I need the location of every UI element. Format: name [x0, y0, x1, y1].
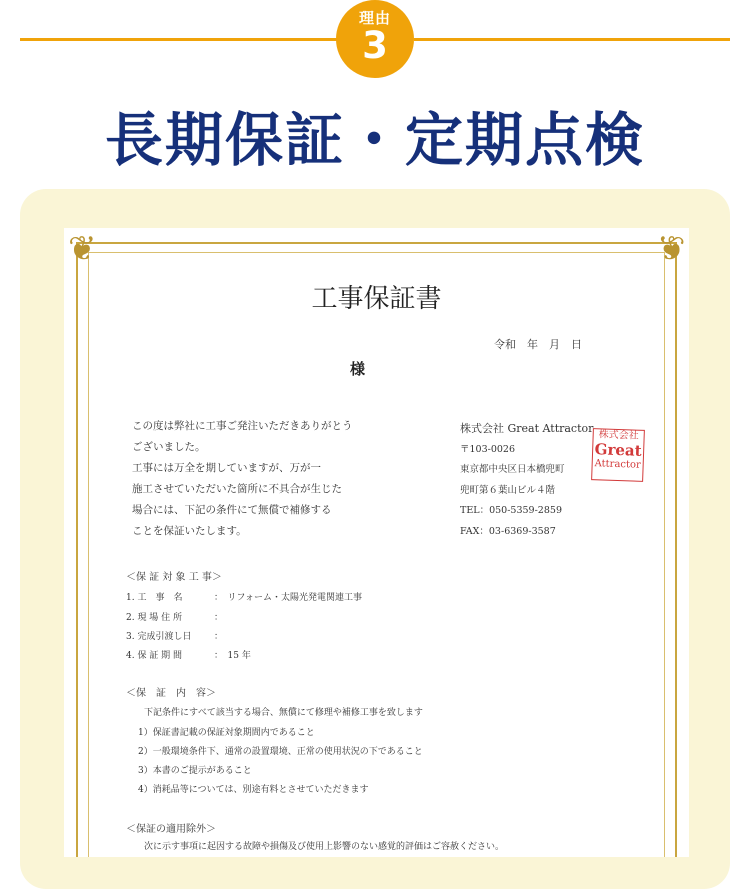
statement-line: 場合には、下記の条件にて無償で補修する — [132, 504, 332, 516]
content-item: 1）保証書記載の保証対象期間内であること — [138, 728, 315, 738]
content-item: 4）消耗品等については、別途有料とさせていただきます — [138, 785, 369, 795]
statement-line: ことを保証いたします。 — [132, 525, 247, 537]
company-fax: FAX：03-6369-3587 — [460, 525, 556, 537]
content-item: 2）一般環境条件下、通常の設置環境、正常の使用状況の下であること — [138, 747, 423, 757]
header-rule-right — [414, 38, 730, 41]
flourish-icon: ❦ — [656, 229, 685, 269]
item-value: ： — [214, 613, 224, 623]
company-info — [460, 419, 593, 542]
exclusion-text: 次に示す事項に起因する故障や損傷及び使用上影響のない感覚的評価はご容赦ください。 — [144, 842, 505, 852]
item-value: ： 15 年 — [214, 651, 251, 661]
company-address: 兜町第６葉山ビル４階 — [460, 484, 556, 496]
reason-number: 3 — [362, 24, 388, 67]
target-heading: ＜保 証 対 象 工 事＞ — [126, 572, 222, 583]
company-name: 株式会社 Great Attractor — [460, 422, 594, 435]
exclusion-heading: ＜保証の適用除外＞ — [126, 824, 216, 835]
section-headline: 長期保証・定期点検 — [104, 106, 645, 174]
reason-badge — [336, 0, 414, 78]
item-key: 3. 完成引渡し日 — [126, 632, 192, 642]
statement-line: 施工させていただいた箇所に不具合が生じた — [132, 483, 342, 495]
company-address: 東京都中央区日本橋兜町 — [460, 464, 565, 475]
content-heading: ＜保 証 内 容＞ — [126, 688, 216, 699]
statement-line: ございました。 — [132, 441, 206, 453]
content-intro: 下記条件にすべて該当する場合、無償にて修理や補修工事を致します — [144, 708, 423, 718]
header-rule-left — [20, 38, 338, 41]
target-item — [126, 590, 362, 603]
item-key: 2. 現 場 住 所 — [126, 613, 183, 623]
date-line: 令和 年 月 日 — [494, 338, 582, 351]
reason-label: 理由 — [358, 9, 391, 27]
company-postal: 〒103-0026 — [460, 443, 516, 455]
item-value: ： リフォーム・太陽光発電関連工事 — [214, 593, 363, 603]
target-item — [126, 629, 223, 642]
addressee-suffix: 様 — [350, 360, 366, 378]
seal-text: Attractor — [594, 458, 641, 471]
warranty-statement — [132, 416, 353, 542]
seal-text: 株式会社 — [598, 429, 639, 442]
content-item: 3）本書のご提示があること — [138, 766, 252, 776]
item-key: 1. 工 事 名 — [126, 593, 183, 603]
document-title: 工事保証書 — [311, 284, 442, 314]
statement-line: 工事には万全を期していますが、万が一 — [132, 462, 321, 474]
warranty-document — [64, 228, 689, 857]
company-seal — [591, 428, 645, 482]
target-item — [126, 610, 223, 623]
item-key: 4. 保 証 期 間 — [126, 651, 183, 661]
statement-line: この度は弊社に工事ご発注いただきありがとう — [132, 420, 353, 432]
company-tel: TEL：050-5359-2859 — [460, 505, 562, 516]
item-value: ： — [214, 632, 224, 642]
seal-text: Great — [594, 440, 642, 460]
flourish-icon: ❦ — [68, 229, 97, 269]
target-item — [126, 648, 251, 661]
